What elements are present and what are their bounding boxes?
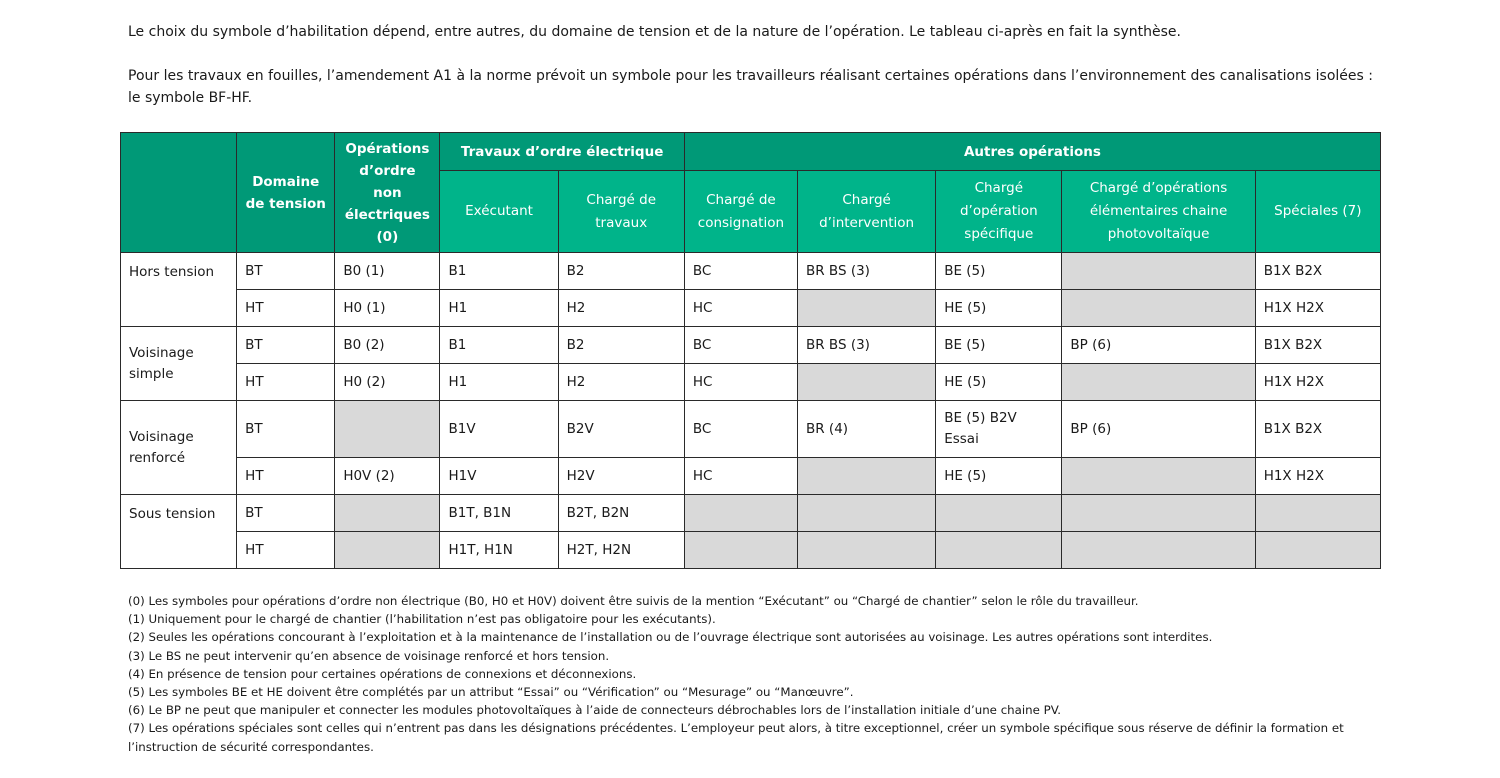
cell-domaine: BT bbox=[237, 327, 335, 364]
header-speciales: Spéciales (7) bbox=[1255, 171, 1380, 253]
footnote-1: (1) Uniquement pour le chargé de chantier (l’habilitation n’est pas obligatoire pour les exécutants). bbox=[128, 612, 716, 627]
cell-consignation: HC bbox=[684, 290, 797, 327]
cell-photovoltaique: BP (6) bbox=[1062, 401, 1255, 458]
cell-intervention: BR BS (3) bbox=[798, 253, 936, 290]
cell-non-elec: H0 (1) bbox=[335, 290, 440, 327]
cell-speciales: H1X H2X bbox=[1255, 458, 1380, 495]
cell-domaine: BT bbox=[237, 253, 335, 290]
cell-domaine: HT bbox=[237, 532, 335, 569]
cell-consignation: BC bbox=[684, 401, 797, 458]
header-domaine-tension: Domaine de tension bbox=[237, 133, 335, 253]
cell-domaine: HT bbox=[237, 364, 335, 401]
row-category: Voisinage renforcé bbox=[121, 401, 237, 495]
table-row bbox=[121, 364, 1381, 401]
empty-cell bbox=[684, 532, 797, 569]
cell-specifique: HE (5) bbox=[936, 458, 1062, 495]
empty-cell bbox=[798, 364, 936, 401]
empty-cell bbox=[1062, 495, 1255, 532]
intro-paragraph-2: Pour les travaux en fouilles, l’amendement A1 à la norme prévoit un symbole pour les travailleurs réalisant certaines opérations dans l’environnement des canalisations isolées : le symbole BF-HF. bbox=[128, 68, 1373, 106]
cell-consignation: HC bbox=[684, 364, 797, 401]
cell-speciales: B1X B2X bbox=[1255, 401, 1380, 458]
footnote-3: (3) Le BS ne peut intervenir qu’en absence de voisinage renforcé et hors tension. bbox=[128, 648, 610, 663]
cell-executant: H1T, H1N bbox=[440, 532, 558, 569]
table-row bbox=[121, 532, 1381, 569]
cell-speciales: H1X H2X bbox=[1255, 290, 1380, 327]
row-category: Sous tension bbox=[121, 495, 237, 569]
table-row bbox=[121, 458, 1381, 495]
cell-executant: H1 bbox=[440, 290, 558, 327]
cell-charge-travaux: H2 bbox=[558, 364, 684, 401]
footnote-0: (0) Les symboles pour opérations d’ordre non électrique (B0, H0 et H0V) doivent être suivis de la mention “Exécutant” ou “Chargé de chantier” selon le rôle du travailleur. bbox=[128, 594, 1139, 608]
header-charge-consignation: Chargé de consignation bbox=[684, 171, 797, 253]
empty-cell bbox=[1255, 532, 1380, 569]
cell-non-elec: B0 (2) bbox=[335, 327, 440, 364]
cell-charge-travaux: H2 bbox=[558, 290, 684, 327]
cell-domaine: HT bbox=[237, 458, 335, 495]
intro-paragraph-1: Le choix du symbole d’habilitation dépend, entre autres, du domaine de tension et de la nature de l’opération. Le tableau ci-après en fait la synthèse. bbox=[128, 24, 1181, 40]
footnote-7: (7) Les opérations spéciales sont celles qui n’entrent pas dans les désignations précédentes. L’employeur peut alors, à titre exceptionnel, créer un symbole spécifique sous réserve de définir la formation et l’instruction de sécurité correspondantes. bbox=[128, 721, 1344, 754]
empty-cell bbox=[1062, 290, 1255, 327]
empty-cell bbox=[1062, 532, 1255, 569]
footnote-6: (6) Le BP ne peut que manipuler et connecter les modules photovoltaïques à l’aide de connecteurs débrochables lors de l’installation initiale d’une chaine PV. bbox=[128, 703, 1062, 718]
cell-executant: B1 bbox=[440, 253, 558, 290]
table-body bbox=[121, 253, 1381, 569]
empty-cell bbox=[798, 532, 936, 569]
cell-photovoltaique: BP (6) bbox=[1062, 327, 1255, 364]
empty-cell bbox=[798, 495, 936, 532]
cell-non-elec: H0V (2) bbox=[335, 458, 440, 495]
footnote-4: (4) En présence de tension pour certaines opérations de connexions et déconnexions. bbox=[128, 666, 637, 681]
cell-specifique: HE (5) bbox=[936, 290, 1062, 327]
empty-cell bbox=[335, 495, 440, 532]
cell-charge-travaux: B2T, B2N bbox=[558, 495, 684, 532]
footnotes bbox=[128, 592, 1378, 756]
row-category: Hors tension bbox=[121, 253, 237, 327]
empty-cell bbox=[936, 532, 1062, 569]
empty-cell bbox=[1062, 253, 1255, 290]
table-row bbox=[121, 253, 1381, 290]
cell-specifique: BE (5) bbox=[936, 327, 1062, 364]
table-row bbox=[121, 401, 1381, 458]
cell-speciales: B1X B2X bbox=[1255, 253, 1380, 290]
cell-consignation: HC bbox=[684, 458, 797, 495]
cell-charge-travaux: B2 bbox=[558, 253, 684, 290]
cell-charge-travaux: B2 bbox=[558, 327, 684, 364]
empty-cell bbox=[684, 495, 797, 532]
header-executant: Exécutant bbox=[440, 171, 558, 253]
cell-domaine: HT bbox=[237, 290, 335, 327]
habilitation-table bbox=[120, 132, 1381, 569]
header-charge-photovoltaique: Chargé d’opérations élémentaires chaine photovoltaïque bbox=[1062, 171, 1255, 253]
table-row bbox=[121, 495, 1381, 532]
cell-executant: B1T, B1N bbox=[440, 495, 558, 532]
cell-executant: H1V bbox=[440, 458, 558, 495]
cell-specifique: BE (5) bbox=[936, 253, 1062, 290]
empty-cell bbox=[936, 495, 1062, 532]
empty-cell bbox=[335, 401, 440, 458]
empty-cell bbox=[1255, 495, 1380, 532]
cell-charge-travaux: B2V bbox=[558, 401, 684, 458]
header-travaux-electriques: Travaux d’ordre électrique bbox=[440, 133, 684, 171]
row-category: Voisinage simple bbox=[121, 327, 237, 401]
header-charge-operation-specifique: Chargé d’opération spécifique bbox=[936, 171, 1062, 253]
cell-intervention: BR BS (3) bbox=[798, 327, 936, 364]
cell-domaine: BT bbox=[237, 495, 335, 532]
header-operations-non-electriques: Opérations d’ordre non électriques (0) bbox=[335, 133, 440, 253]
cell-specifique: HE (5) bbox=[936, 364, 1062, 401]
header-autres-operations: Autres opérations bbox=[684, 133, 1380, 171]
cell-executant: B1V bbox=[440, 401, 558, 458]
header-charge-intervention: Chargé d’intervention bbox=[798, 171, 936, 253]
empty-cell bbox=[1062, 364, 1255, 401]
empty-cell bbox=[798, 290, 936, 327]
footnote-2: (2) Seules les opérations concourant à l’exploitation et à la maintenance de l’installation ou de l’ouvrage électrique sont autorisées au voisinage. Les autres opérations sont interdites. bbox=[128, 630, 1213, 645]
header-charge-travaux: Chargé de travaux bbox=[558, 171, 684, 253]
empty-cell bbox=[1062, 458, 1255, 495]
cell-non-elec: H0 (2) bbox=[335, 364, 440, 401]
cell-domaine: BT bbox=[237, 401, 335, 458]
cell-consignation: BC bbox=[684, 327, 797, 364]
cell-charge-travaux: H2V bbox=[558, 458, 684, 495]
footnote-5: (5) Les symboles BE et HE doivent être complétés par un attribut “Essai” ou “Vérification” ou “Mesurage” ou “Manœuvre”. bbox=[128, 685, 854, 700]
table-row bbox=[121, 327, 1381, 364]
cell-executant: H1 bbox=[440, 364, 558, 401]
cell-speciales: B1X B2X bbox=[1255, 327, 1380, 364]
cell-non-elec: B0 (1) bbox=[335, 253, 440, 290]
cell-intervention: BR (4) bbox=[798, 401, 936, 458]
cell-executant: B1 bbox=[440, 327, 558, 364]
table-row bbox=[121, 290, 1381, 327]
cell-speciales: H1X H2X bbox=[1255, 364, 1380, 401]
cell-charge-travaux: H2T, H2N bbox=[558, 532, 684, 569]
corner-header-cell bbox=[121, 133, 237, 253]
empty-cell bbox=[335, 532, 440, 569]
empty-cell bbox=[798, 458, 936, 495]
cell-consignation: BC bbox=[684, 253, 797, 290]
cell-specifique: BE (5) B2V Essai bbox=[936, 401, 1062, 458]
